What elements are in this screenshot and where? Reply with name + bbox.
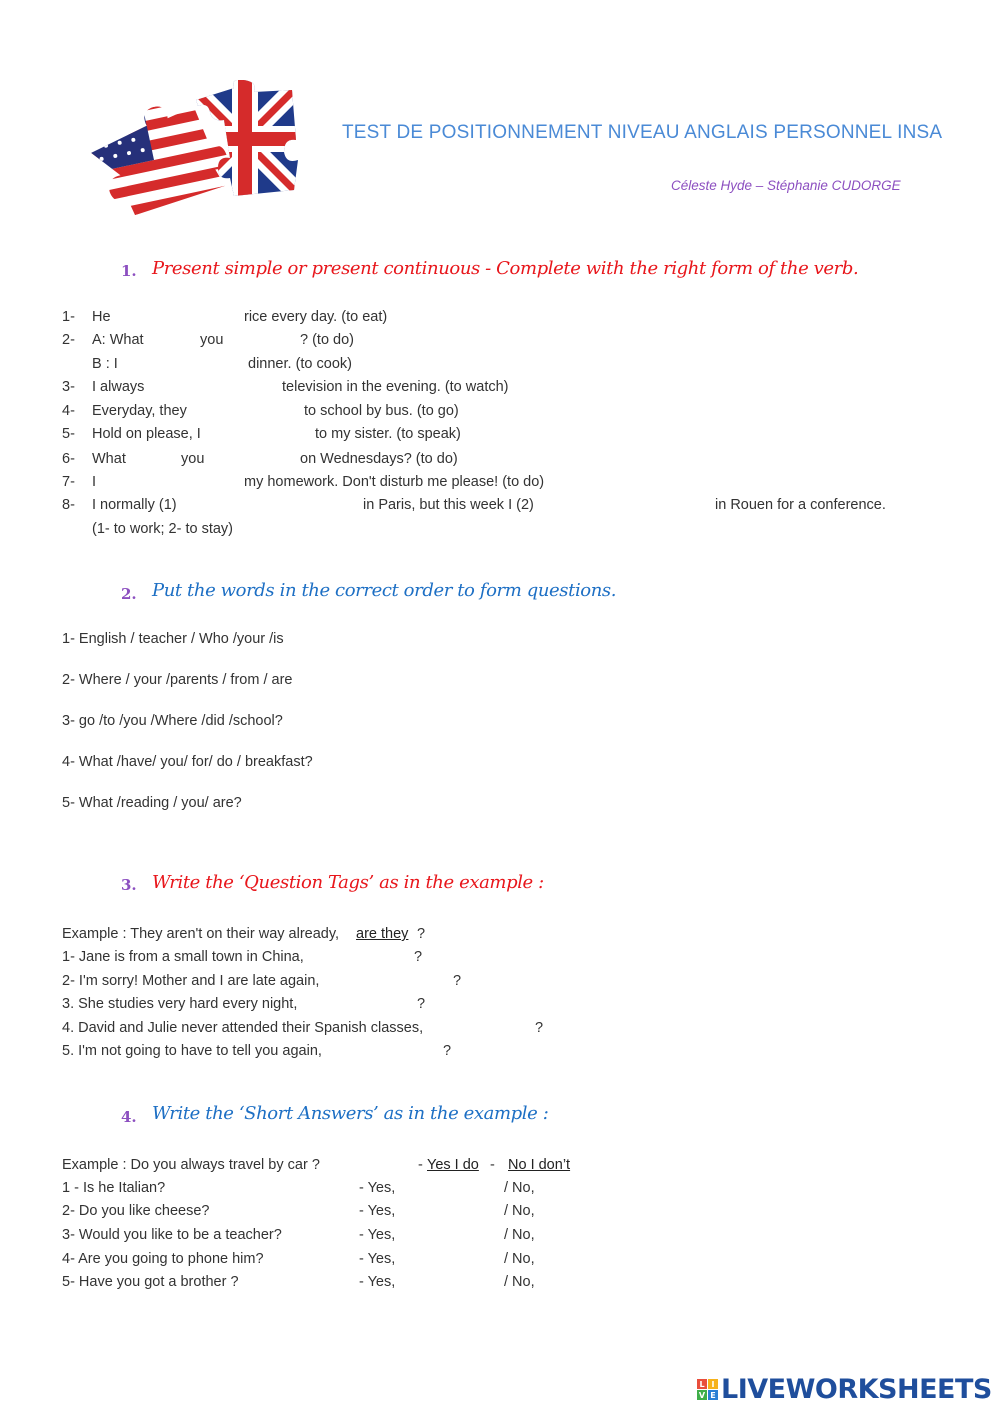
list-item: 1 - Is he Italian? <box>62 1180 166 1196</box>
brand-name: LIVEWORKSHEETS <box>721 1374 992 1405</box>
item-text: I normally (1) <box>92 497 177 513</box>
no-label: / No, <box>504 1251 535 1267</box>
example-question-mark: ? <box>417 926 426 942</box>
example-dash: - <box>418 1157 423 1173</box>
example-text: Example : They aren't on their way already, <box>62 926 340 942</box>
list-item: 2- Where / your /parents / from / are <box>62 672 293 688</box>
question-mark: ? <box>535 1020 544 1036</box>
question-mark: ? <box>443 1043 452 1059</box>
section-2-title: Put the words in the correct order to form questions. <box>152 580 617 601</box>
item-text: What <box>92 451 126 467</box>
item-number: 6- <box>62 451 75 467</box>
list-item: 5. I'm not going to have to tell you again, <box>62 1043 322 1059</box>
yes-label: - Yes, <box>359 1274 396 1290</box>
item-text: you <box>181 451 205 467</box>
item-text: my homework. Don't disturb me please! (to do) <box>244 474 545 490</box>
authors: Céleste Hyde – Stéphanie CUDORGE <box>671 178 901 193</box>
item-text: B : I <box>92 356 118 372</box>
example-answer-yes: Yes I do <box>427 1157 479 1173</box>
list-item: 3- go /to /you /Where /did /school? <box>62 713 283 729</box>
list-item: 3. She studies very hard every night, <box>62 996 298 1012</box>
no-label: / No, <box>504 1227 535 1243</box>
section-3-number: 3. <box>121 876 137 894</box>
list-item: 5- Have you got a brother ? <box>62 1274 239 1290</box>
item-text: you <box>200 332 224 348</box>
logo-grid-icon <box>697 1379 718 1400</box>
section-4-title: Write the ‘Short Answers’ as in the example : <box>152 1103 549 1124</box>
item-number: 5- <box>62 426 75 442</box>
no-label: / No, <box>504 1203 535 1219</box>
section-1-title: Present simple or present continuous - Complete with the right form of the verb. <box>152 258 859 279</box>
list-item: 1- English / teacher / Who /your /is <box>62 631 284 647</box>
question-mark: ? <box>417 996 426 1012</box>
question-mark: ? <box>414 949 423 965</box>
logo-letter: I <box>708 1379 718 1389</box>
section-2-number: 2. <box>121 585 137 603</box>
item-number: 7- <box>62 474 75 490</box>
item-text: A: What <box>92 332 144 348</box>
item-text: in Rouen for a conference. <box>715 497 886 513</box>
item-text: Hold on please, I <box>92 426 201 442</box>
item-text: on Wednesdays? (to do) <box>300 451 458 467</box>
item-number: 3- <box>62 379 75 395</box>
section-1-number: 1. <box>121 262 137 280</box>
no-label: / No, <box>504 1180 535 1196</box>
example-dash: - <box>490 1157 495 1173</box>
item-text: He <box>92 309 111 325</box>
logo-letter: E <box>708 1390 718 1400</box>
item-text: to school by bus. (to go) <box>304 403 459 419</box>
item-text: Everyday, they <box>92 403 187 419</box>
item-text: I always <box>92 379 145 395</box>
item-hint: (1- to work; 2- to stay) <box>92 521 234 537</box>
item-text: in Paris, but this week I (2) <box>363 497 534 513</box>
yes-label: - Yes, <box>359 1180 396 1196</box>
yes-label: - Yes, <box>359 1203 396 1219</box>
item-number: 1- <box>62 309 75 325</box>
section-4-number: 4. <box>121 1108 137 1126</box>
item-text: to my sister. (to speak) <box>315 426 461 442</box>
item-text: dinner. (to cook) <box>248 356 352 372</box>
list-item: 3- Would you like to be a teacher? <box>62 1227 282 1243</box>
list-item: 5- What /reading / you/ are? <box>62 795 242 811</box>
item-text: I <box>92 474 97 490</box>
yes-label: - Yes, <box>359 1251 396 1267</box>
list-item: 4- What /have/ you/ for/ do / breakfast? <box>62 754 313 770</box>
list-item: 1- Jane is from a small town in China, <box>62 949 304 965</box>
item-number: 2- <box>62 332 75 348</box>
logo-letter: V <box>698 1390 706 1400</box>
item-text: television in the evening. (to watch) <box>282 379 509 395</box>
list-item: 4. David and Julie never attended their Spanish classes, <box>62 1020 424 1036</box>
item-text: ? (to do) <box>300 332 354 348</box>
example-text: Example : Do you always travel by car ? <box>62 1157 320 1173</box>
question-mark: ? <box>453 973 462 989</box>
liveworksheets-logo[interactable] <box>697 1374 992 1405</box>
item-text: rice every day. (to eat) <box>244 309 388 325</box>
flag-puzzle-image <box>84 80 300 215</box>
section-3-title: Write the ‘Question Tags’ as in the example : <box>152 872 544 893</box>
list-item: 2- Do you like cheese? <box>62 1203 210 1219</box>
example-answer: are they <box>356 926 409 942</box>
list-item: 2- I'm sorry! Mother and I are late again, <box>62 973 320 989</box>
no-label: / No, <box>504 1274 535 1290</box>
page-title: TEST DE POSITIONNEMENT NIVEAU ANGLAIS PERSONNEL INSA <box>342 122 943 143</box>
item-number: 4- <box>62 403 75 419</box>
yes-label: - Yes, <box>359 1227 396 1243</box>
logo-letter: L <box>697 1379 707 1389</box>
item-number: 8- <box>62 497 75 513</box>
list-item: 4- Are you going to phone him? <box>62 1251 264 1267</box>
example-answer-no: No I don’t <box>508 1157 571 1173</box>
